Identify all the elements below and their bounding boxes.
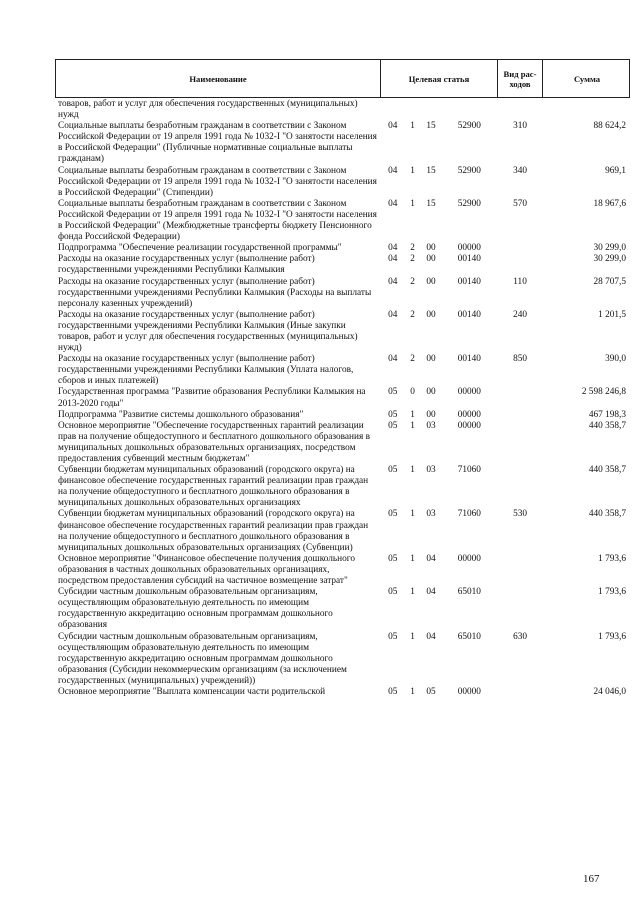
cell-name: Субвенции бюджетам муниципальных образований (городского округа) на финансовое обеспечение государственных гарантий реализации прав граждан на получение общедоступного и бесплатного дошкольного образования в муниципальных дошкольных образовательных организациях — [58, 465, 369, 509]
cell-subprogram: 2 — [410, 254, 415, 265]
table-row — [55, 254, 630, 276]
cell-sum — [542, 99, 630, 121]
cell-event: 03 — [426, 420, 436, 431]
cell-subprogram: 2 — [410, 243, 415, 254]
cell-sum: 28 707,5 — [593, 276, 626, 287]
cell-sum: 30 299,0 — [593, 254, 626, 265]
cell-sum: 88 624,2 — [593, 121, 626, 132]
cell-sum: 1 793,6 — [598, 631, 626, 642]
cell-event: 15 — [426, 121, 436, 132]
cell-event: 15 — [426, 198, 436, 209]
table-row — [55, 410, 630, 421]
cell-event: 00 — [426, 354, 436, 365]
cell-direction: 00140 — [457, 254, 481, 265]
cell-expense-type — [498, 687, 543, 698]
cell-subprogram: 1 — [410, 121, 415, 132]
cell-subprogram: 2 — [410, 309, 415, 320]
header-name: Наименование — [56, 60, 381, 97]
cell-name: Основное мероприятие "Выплата компенсации части родительской — [58, 686, 326, 697]
cell-name: Социальные выплаты безработным гражданам в соответствии с Законом Российской Федерации от 19 апреля 1991 года № 1032-I "О занятости населения в Российской Федерации" (Межбюджетные трансферты бюджету Пенсионного фонда Российской Федерации) — [58, 198, 377, 243]
cell-program: 04 — [388, 354, 398, 365]
cell-name: товаров, работ и услуг для обеспечения государственных (муниципальных) нужд — [58, 99, 358, 121]
cell-name: Социальные выплаты безработным гражданам в соответствии с Законом Российской Федерации от 19 апреля 1991 года № 1032-I "О занятости населения в Российской Федерации" (Стипендии) — [58, 165, 377, 198]
cell-event: 04 — [426, 553, 436, 564]
cell-sum: 30 299,0 — [593, 243, 626, 254]
cell-expense-type — [498, 554, 543, 587]
cell-program: 04 — [388, 121, 398, 132]
cell-name: Государственная программа "Развитие образования Республики Калмыкия на 2013-2020 годы" — [58, 387, 366, 409]
cell-subprogram: 1 — [410, 465, 415, 476]
cell-expense-type — [498, 99, 543, 121]
cell-program: 05 — [388, 553, 398, 564]
cell-program: 05 — [388, 409, 398, 420]
cell-expense-type — [498, 587, 543, 631]
cell-direction: 00140 — [457, 276, 481, 287]
cell-expense-type — [498, 387, 543, 409]
cell-direction: 00000 — [457, 553, 481, 564]
cell-name: Подпрограмма "Обеспечение реализации государственной программы" — [58, 243, 342, 254]
cell-event — [421, 99, 441, 121]
cell-event: 15 — [426, 165, 436, 176]
cell-name: Субсидии частным дошкольным образовательным организациям, осуществляющим образовательную деятельность по имеющим государственную аккредитацию основным программам дошкольного образования — [58, 587, 333, 631]
cell-event: 03 — [426, 465, 436, 476]
cell-direction: 65010 — [457, 587, 481, 598]
cell-subprogram: 1 — [410, 553, 415, 564]
cell-sum: 18 967,6 — [593, 198, 626, 209]
cell-direction: 65010 — [457, 631, 481, 642]
cell-expense-type: 850 — [513, 354, 528, 365]
cell-event: 04 — [426, 631, 436, 642]
cell-event: 00 — [426, 276, 436, 287]
header-target-article: Целевая статья — [381, 60, 498, 97]
table-row — [55, 632, 630, 687]
cell-direction: 00000 — [457, 243, 481, 254]
cell-sum: 1 201,5 — [598, 309, 626, 320]
cell-name: Расходы на оказание государственных услуг (выполнение работ) государственными учреждениями Республики Калмыкия (Иные закупки товаров, работ и услуг для обеспечения государственных (муниципальных) нужд) — [58, 309, 358, 354]
table-body — [55, 99, 630, 698]
cell-expense-type: 570 — [513, 198, 528, 209]
cell-expense-type — [498, 243, 543, 254]
cell-direction: 00000 — [457, 420, 481, 431]
cell-program: 04 — [388, 276, 398, 287]
table-header — [55, 59, 630, 98]
cell-name: Расходы на оказание государственных услуг (выполнение работ) государственными учреждениями Республики Калмыкия (Уплата налогов, сборов и иных платежей) — [58, 354, 354, 387]
cell-subprogram: 1 — [410, 409, 415, 420]
cell-name: Основное мероприятие "Обеспечение государственных гарантий реализации прав на получение общедоступного и бесплатного дошкольного образования в муниципальных дошкольных образовательных организациях, посредством предоставления субвенций местным бюджетам" — [58, 420, 370, 464]
cell-expense-type — [498, 421, 543, 465]
cell-sum: 440 358,7 — [588, 509, 626, 520]
table-row — [55, 421, 630, 465]
cell-sum: 24 046,0 — [593, 686, 626, 697]
cell-event: 05 — [426, 686, 436, 697]
cell-direction: 00000 — [457, 409, 481, 420]
cell-name: Расходы на оказание государственных услуг (выполнение работ) государственными учреждениями Республики Калмыкия (Расходы на выплаты персоналу казенных учреждений) — [58, 276, 372, 309]
cell-subprogram: 1 — [410, 198, 415, 209]
cell-subprogram: 1 — [410, 165, 415, 176]
table-row — [55, 509, 630, 553]
cell-program: 04 — [388, 198, 398, 209]
cell-expense-type — [498, 410, 543, 421]
cell-sum: 440 358,7 — [588, 420, 626, 431]
table-row — [55, 99, 630, 121]
table-row — [55, 465, 630, 509]
cell-program: 05 — [388, 631, 398, 642]
cell-subprogram: 1 — [410, 686, 415, 697]
cell-program: 04 — [388, 243, 398, 254]
cell-direction: 00140 — [457, 354, 481, 365]
cell-sum: 969,1 — [605, 165, 626, 176]
cell-subprogram: 1 — [410, 631, 415, 642]
cell-name: Социальные выплаты безработным гражданам в соответствии с Законом Российской Федерации от 19 апреля 1991 года № 1032-I "О занятости населения в Российской Федерации" (Публичные нормативные социальные выплаты гражданам) — [58, 121, 377, 165]
cell-expense-type: 340 — [513, 165, 528, 176]
cell-program: 05 — [388, 387, 398, 398]
cell-event: 00 — [426, 387, 436, 398]
cell-subprogram: 1 — [410, 587, 415, 598]
cell-direction: 52900 — [457, 165, 481, 176]
cell-program: 05 — [388, 465, 398, 476]
cell-program: 04 — [388, 165, 398, 176]
cell-direction: 52900 — [457, 121, 481, 132]
page-number: 167 — [583, 873, 600, 885]
cell-subprogram: 0 — [410, 387, 415, 398]
cell-sum: 2 598 246,8 — [581, 387, 626, 398]
cell-subprogram: 1 — [410, 420, 415, 431]
cell-program — [378, 99, 404, 121]
cell-program: 05 — [388, 686, 398, 697]
cell-program: 05 — [388, 587, 398, 598]
cell-event: 03 — [426, 509, 436, 520]
cell-name: Подпрограмма "Развитие системы дошкольного образования" — [58, 409, 304, 420]
cell-direction: 00000 — [457, 686, 481, 697]
cell-subprogram — [404, 99, 421, 121]
cell-sum: 1 793,6 — [598, 587, 626, 598]
cell-sum: 440 358,7 — [588, 465, 626, 476]
table-row — [55, 354, 630, 387]
cell-direction: 00000 — [457, 387, 481, 398]
table-row — [55, 310, 630, 354]
cell-program: 04 — [388, 254, 398, 265]
cell-program: 05 — [388, 420, 398, 431]
cell-name: Субсидии частным дошкольным образовательным организациям, осуществляющим образовательную деятельность по имеющим государственную аккредитацию основным программам дошкольного образования (Субсидии некоммерческим организациям (за исключением государственных (муниципальных) учреждений)) — [58, 631, 347, 686]
cell-name: Расходы на оказание государственных услуг (выполнение работ) государственными учреждениями Республики Калмыкия — [58, 254, 315, 276]
table-row — [55, 687, 630, 698]
cell-name: Основное мероприятие "Финансовое обеспечение получения дошкольного образования в частных дошкольных образовательных организациях, посредством предоставления субсидий на частичное возмещение затрат" — [58, 553, 356, 587]
table-row — [55, 166, 630, 199]
cell-event: 00 — [426, 409, 436, 420]
cell-expense-type — [498, 465, 543, 509]
cell-expense-type: 110 — [513, 276, 527, 287]
table-row — [55, 121, 630, 165]
cell-program: 05 — [388, 509, 398, 520]
cell-event: 00 — [426, 309, 436, 320]
table-row — [55, 199, 630, 243]
cell-subprogram: 2 — [410, 276, 415, 287]
cell-direction: 00140 — [457, 309, 481, 320]
table-row — [55, 554, 630, 587]
cell-expense-type: 310 — [513, 121, 528, 132]
cell-name: Субвенции бюджетам муниципальных образований (городского округа) на финансовое обеспечение государственных гарантий реализации прав граждан на получение общедоступного и бесплатного дошкольного образования в муниципальных дошкольных образовательных организациях (Субвенции) — [58, 509, 369, 553]
cell-expense-type: 240 — [513, 309, 528, 320]
cell-event: 00 — [426, 254, 436, 265]
cell-event: 00 — [426, 243, 436, 254]
table-row — [55, 587, 630, 631]
cell-program: 04 — [388, 309, 398, 320]
table-row — [55, 277, 630, 310]
table-row — [55, 387, 630, 409]
cell-sum: 390,0 — [605, 354, 626, 365]
cell-subprogram: 1 — [410, 509, 415, 520]
cell-event: 04 — [426, 587, 436, 598]
header-expense-type: Вид рас-ходов — [498, 60, 543, 97]
cell-direction — [441, 99, 498, 121]
cell-expense-type: 630 — [513, 631, 528, 642]
cell-expense-type — [498, 254, 543, 276]
cell-subprogram: 2 — [410, 354, 415, 365]
table-row — [55, 243, 630, 254]
cell-direction: 52900 — [457, 198, 481, 209]
cell-direction: 71060 — [457, 509, 481, 520]
cell-sum: 1 793,6 — [598, 553, 626, 564]
cell-sum: 467 198,3 — [588, 409, 626, 420]
cell-expense-type: 530 — [513, 509, 528, 520]
cell-direction: 71060 — [457, 465, 481, 476]
header-sum: Сумма — [573, 73, 601, 84]
